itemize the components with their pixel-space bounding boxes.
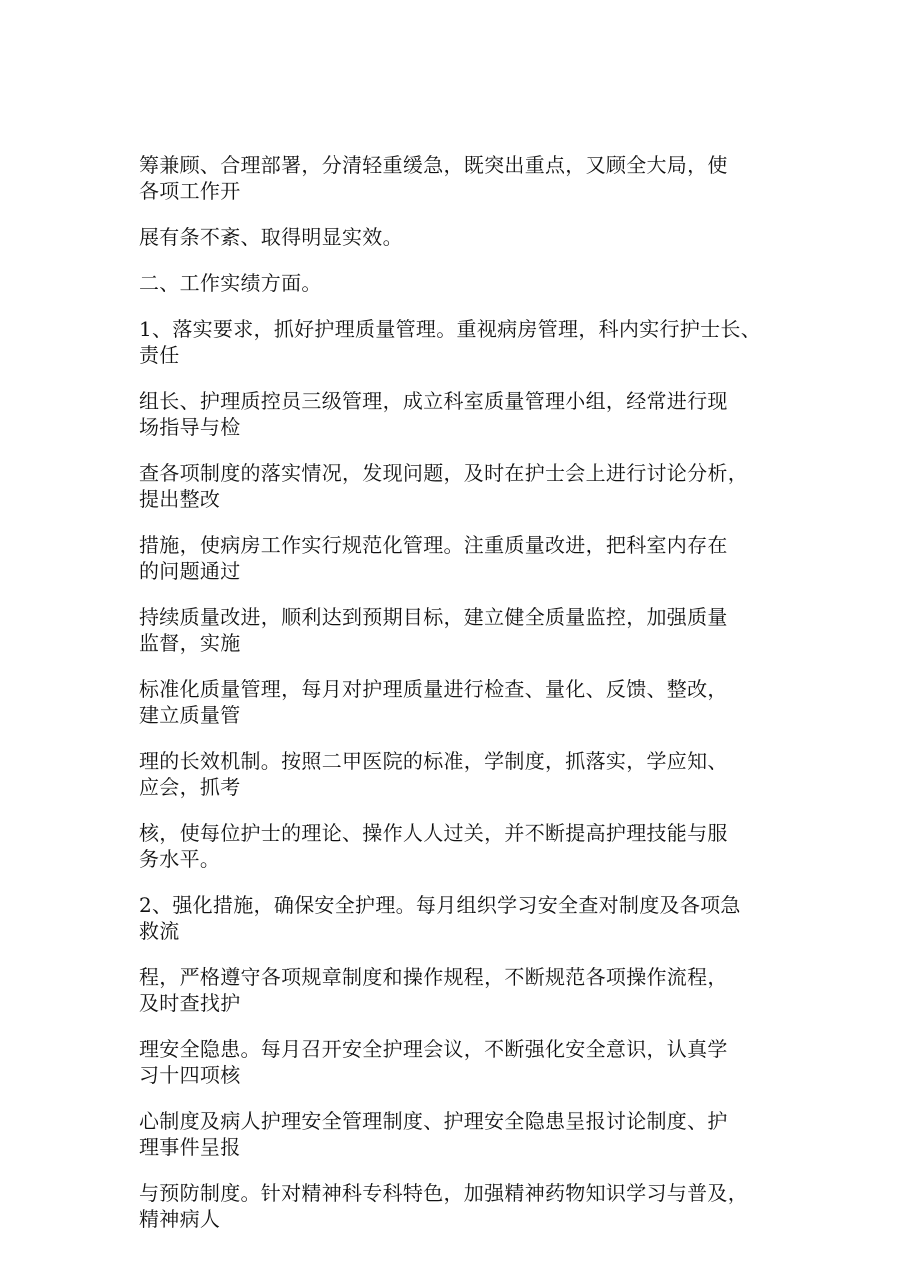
paragraph-line: 及时查找护	[139, 991, 241, 1015]
paragraph-line: 查各项制度的落实情况，发现问题，及时在护士会上进行讨论分析，	[139, 461, 748, 485]
section-heading	[139, 270, 779, 296]
paragraph	[139, 964, 779, 1016]
paragraph	[139, 604, 779, 656]
paragraph	[139, 532, 779, 584]
document-body	[139, 152, 779, 1252]
paragraph-line: 责任	[139, 343, 180, 367]
paragraph-line: 监督，实施	[139, 631, 241, 655]
paragraph	[139, 1108, 779, 1160]
paragraph-line: 提出整改	[139, 487, 221, 511]
paragraph-line: 理安全隐患。每月召开安全护理会议，不断强化安全意识，认真学	[139, 1037, 728, 1061]
paragraph-line: 习十四项核	[139, 1063, 241, 1087]
paragraph-line: 救流	[139, 919, 180, 943]
paragraph-line: 心制度及病人护理安全管理制度、护理安全隐患呈报讨论制度、护	[139, 1109, 728, 1133]
paragraph-line: 2、强化措施，确保安全护理。每月组织学习安全查对制度及各项急	[139, 893, 741, 917]
paragraph	[139, 676, 779, 728]
paragraph	[139, 1036, 779, 1088]
paragraph-line: 场指导与检	[139, 415, 241, 439]
paragraph-line: 1、落实要求，抓好护理质量管理。重视病房管理，科内实行护士长、	[139, 317, 762, 341]
paragraph-line: 持续质量改进，顺利达到预期目标，建立健全质量监控，加强质量	[139, 605, 728, 629]
paragraph-line: 理事件呈报	[139, 1135, 241, 1159]
paragraph-line: 各项工作开	[139, 179, 241, 203]
paragraph-line: 展有条不紊、取得明显实效。	[139, 225, 403, 249]
paragraph-line: 二、工作实绩方面。	[139, 271, 322, 295]
paragraph	[139, 388, 779, 440]
paragraph	[139, 152, 779, 204]
paragraph-line: 精神病人	[139, 1207, 221, 1231]
paragraph	[139, 892, 779, 944]
paragraph-line: 应会，抓考	[139, 775, 241, 799]
paragraph-line: 与预防制度。针对精神科专科特色，加强精神药物知识学习与普及，	[139, 1181, 748, 1205]
paragraph	[139, 748, 779, 800]
paragraph-line: 标准化质量管理，每月对护理质量进行检查、量化、反馈、整改，	[139, 677, 728, 701]
paragraph-line: 务水平。	[139, 847, 221, 871]
paragraph-line: 核，使每位护士的理论、操作人人过关，并不断提高护理技能与服	[139, 821, 728, 845]
paragraph	[139, 1180, 779, 1232]
paragraph	[139, 820, 779, 872]
paragraph	[139, 460, 779, 512]
paragraph-line: 筹兼顾、合理部署，分清轻重缓急，既突出重点，又顾全大局，使	[139, 153, 728, 177]
paragraph-line: 组长、护理质控员三级管理，成立科室质量管理小组，经常进行现	[139, 389, 728, 413]
paragraph-line: 程，严格遵守各项规章制度和操作规程，不断规范各项操作流程，	[139, 965, 728, 989]
paragraph	[139, 316, 779, 368]
paragraph-line: 措施，使病房工作实行规范化管理。注重质量改进，把科室内存在	[139, 533, 728, 557]
paragraph-line: 理的长效机制。按照二甲医院的标准，学制度，抓落实，学应知、	[139, 749, 728, 773]
paragraph-line: 的问题通过	[139, 559, 241, 583]
paragraph	[139, 224, 779, 250]
paragraph-line: 建立质量管	[139, 703, 241, 727]
